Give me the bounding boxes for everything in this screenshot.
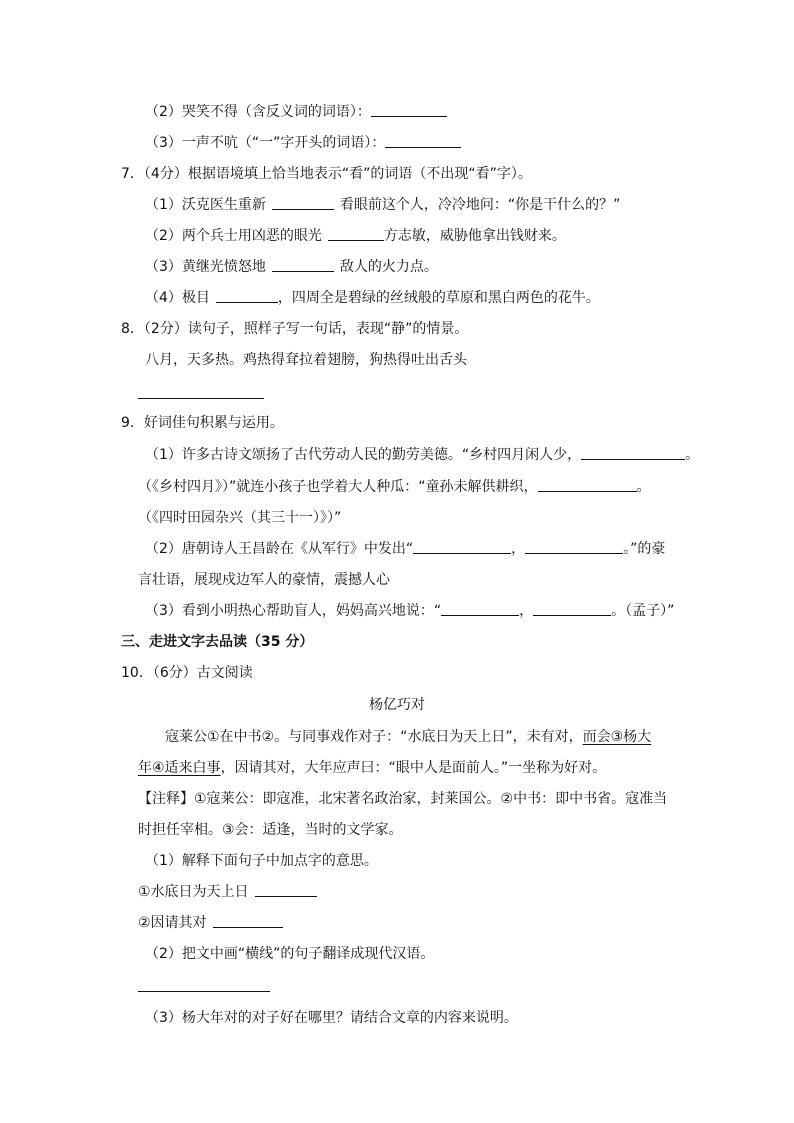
answer-blank[interactable]	[371, 102, 447, 117]
answer-blank[interactable]	[272, 257, 334, 272]
q9-item-1-text-b: 。	[685, 447, 700, 463]
q10-sub-1-b-text: ②因请其对	[138, 915, 207, 931]
passage-text-b: ，因请其对，大年应声曰：“眼中人是面前人。”一坐称为好对。	[220, 760, 607, 776]
q10-stem: 10．（6分）古文阅读	[121, 665, 253, 681]
answer-blank[interactable]	[328, 226, 384, 241]
q7-item-1-text-b: 看眼前这个人，冷冷地问：“你是干什么的？”	[339, 197, 621, 213]
q7-stem: 7．（4分）根据语境填上恰当地表示“看”的词语（不出现“看”字）。	[121, 166, 532, 182]
q10-sub-2: （2）把文中画“横线”的句子翻译成现代汉语。	[145, 946, 435, 962]
q9-item-2-line-2: 言壮语，展现戍边军人的豪情，震撼人心	[138, 572, 390, 588]
q9-item-1-line-3: （《四时田园杂兴（其三十一）》）”	[138, 510, 342, 526]
q10-sub-3: （3）杨大年对的对子好在哪里？请结合文章的内容来说明。	[145, 1010, 518, 1026]
answer-blank[interactable]	[581, 445, 685, 460]
answer-blank[interactable]	[216, 288, 278, 303]
q7-item-3-text-b: 敌人的火力点。	[339, 259, 438, 275]
q7-item-2	[145, 226, 566, 246]
underlined-sentence-part-2: 年④适来白事	[138, 760, 221, 776]
underlined-sentence-part-1: 而会③杨大	[582, 729, 652, 745]
q9-item-2-text-a: （2）唐朝诗人王昌龄在《从军行》中发出“	[145, 541, 414, 557]
q8-answer-line[interactable]	[138, 398, 264, 399]
answer-blank[interactable]	[272, 195, 334, 210]
answer-blank[interactable]	[255, 882, 317, 897]
passage-text-a: 寇莱公①在中书②。与同事戏作对子：“水底日为天上日”，未有对，	[165, 729, 583, 745]
q6-item-3	[145, 133, 461, 153]
q9-item-2-text-b: ，	[511, 541, 526, 557]
q9-item-1-text-d: 。	[636, 479, 651, 495]
q7-item-4-text-a: （4）极目	[145, 290, 210, 306]
q7-item-4-text-b: ，四周全是碧绿的丝绒般的草原和黑白两色的花牛。	[277, 290, 600, 306]
answer-blank[interactable]	[533, 601, 611, 616]
q7-item-2-text-a: （2）两个兵士用凶恶的眼光	[145, 228, 322, 244]
note-line-2: 时担任宰相。③会：适逢，当时的文学家。	[138, 822, 403, 838]
q8-example: 八月，天多热。鸡热得耷拉着翅膀，狗热得吐出舌头	[145, 352, 467, 368]
q10-sub-2-answer-line[interactable]	[138, 991, 270, 992]
answer-blank[interactable]	[441, 601, 519, 616]
answer-blank[interactable]	[525, 539, 623, 554]
answer-blank[interactable]	[213, 913, 283, 928]
q7-item-3	[145, 257, 438, 277]
passage-title: 杨亿巧对	[369, 697, 425, 713]
q9-item-1-line-1	[145, 445, 699, 465]
q6-item-2-text: （2）哭笑不得（含反义词的词语）：	[145, 104, 371, 120]
q7-item-2-text-b: 方志敏，威胁他拿出钱财来。	[383, 228, 566, 244]
q9-item-1-text-a: （1）许多古诗文颂扬了古代劳动人民的勤劳美德。“乡村四月闲人少，	[145, 447, 582, 463]
q7-item-1	[145, 195, 620, 215]
q9-item-3-text-c: 。（孟子）”	[611, 603, 675, 619]
q7-item-4	[145, 288, 600, 308]
q7-item-1-text-a: （1）沃克医生重新	[145, 197, 266, 213]
q6-item-2	[145, 102, 447, 122]
answer-blank[interactable]	[413, 539, 511, 554]
q7-item-3-text-a: （3）黄继光愤怒地	[145, 259, 266, 275]
answer-blank[interactable]	[538, 477, 637, 492]
q10-sub-1-a-text: ①水底日为天上日	[138, 884, 249, 900]
q9-item-3-text-a: （3）看到小明热心帮助盲人，妈妈高兴地说：“	[145, 603, 442, 619]
q8-stem: 8．（2分）读句子，照样子写一句话，表现“静”的情景。	[121, 321, 469, 337]
q9-item-1-line-2	[138, 477, 651, 497]
q10-sub-1-b	[138, 913, 283, 933]
note-line-1: 【注释】①寇莱公：即寇准，北宋著名政治家，封莱国公。②中书：即中书省。寇准当	[138, 791, 668, 807]
q9-item-2-text-c: 。”的豪	[623, 541, 666, 557]
passage-line-1	[165, 727, 651, 747]
section-3-title: 三、走进文字去品读（35 分）	[121, 634, 314, 650]
q9-stem: 9．好词佳句积累与运用。	[121, 415, 284, 431]
q9-item-2-line-1	[145, 539, 665, 559]
passage-line-2	[138, 758, 606, 778]
q6-item-3-text: （3）一声不吭（“一”字开头的词语）：	[145, 135, 386, 151]
answer-blank[interactable]	[385, 133, 461, 148]
q10-sub-1-a	[138, 882, 317, 902]
q9-item-3	[145, 601, 674, 621]
q9-item-3-text-b: ，	[519, 603, 534, 619]
q10-sub-1: （1）解释下面句子中加点字的意思。	[145, 853, 378, 869]
q9-item-1-text-c: （《乡村四月》）”就连小孩子也学着大人种瓜：“童孙未解供耕织，	[138, 479, 538, 495]
